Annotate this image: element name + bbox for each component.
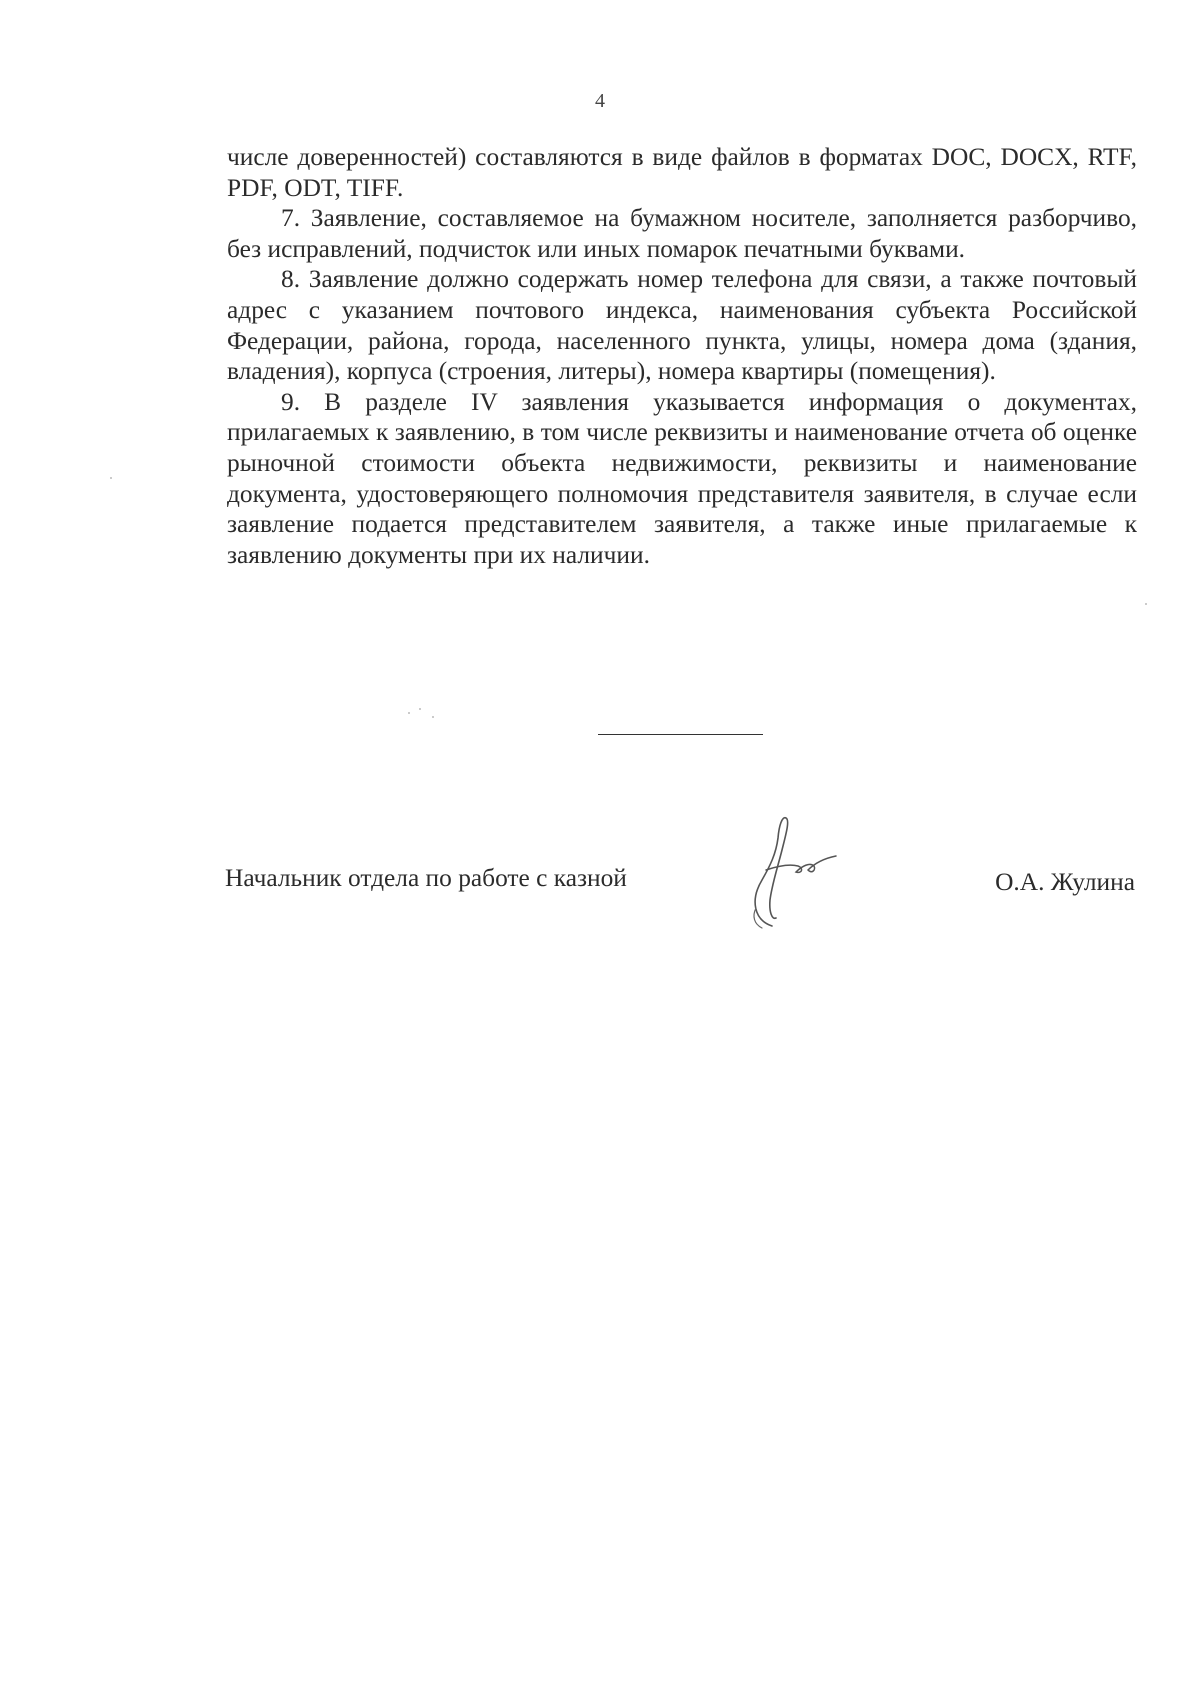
- paragraph-item-8: 8. Заявление должно содержать номер телефона для связи, а также почтовый адрес с указанием почтового индекса, наименования субъекта Российской Федерации, района, города, населенного пункта, улицы, номера дома (здания, владения), корпуса (строения, литеры), номера квартиры (помещения).: [227, 265, 1137, 386]
- paragraph-item-9: 9. В разделе IV заявления указывается информация о документах, прилагаемых к заявлению, в том числе реквизиты и наименование отчета об оценке рыночной стоимости объекта недвижимости, реквизиты и наименование документа, удостоверяющего полномочия представителя заявителя, в случае если заявление подается представителем заявителя, а также иные прилагаемые к заявлению документы при их наличии.: [227, 387, 1137, 569]
- scan-speck: [1145, 603, 1147, 605]
- signatory-name: О.А. Жулина: [995, 868, 1135, 896]
- signature-block: [225, 860, 1135, 920]
- scan-speck: [432, 716, 434, 718]
- scan-speck: [419, 708, 421, 710]
- paragraph-item-7: 7. Заявление, составляемое на бумажном носителе, заполняется разборчиво, без исправлений, подчисток или иных помарок печатными буквами.: [227, 204, 1137, 263]
- scan-speck: [408, 712, 410, 714]
- signatory-position: Начальник отдела по работе с казной: [225, 864, 627, 892]
- scan-speck: [110, 477, 112, 479]
- separator-line: [598, 734, 763, 735]
- paragraph-continuation: числе доверенностей) составляются в виде файлов в форматах DOC, DOCX, RTF, PDF, ODT, TIFF.: [227, 143, 1137, 202]
- page-number: 4: [595, 90, 605, 112]
- document-body: [227, 142, 1137, 570]
